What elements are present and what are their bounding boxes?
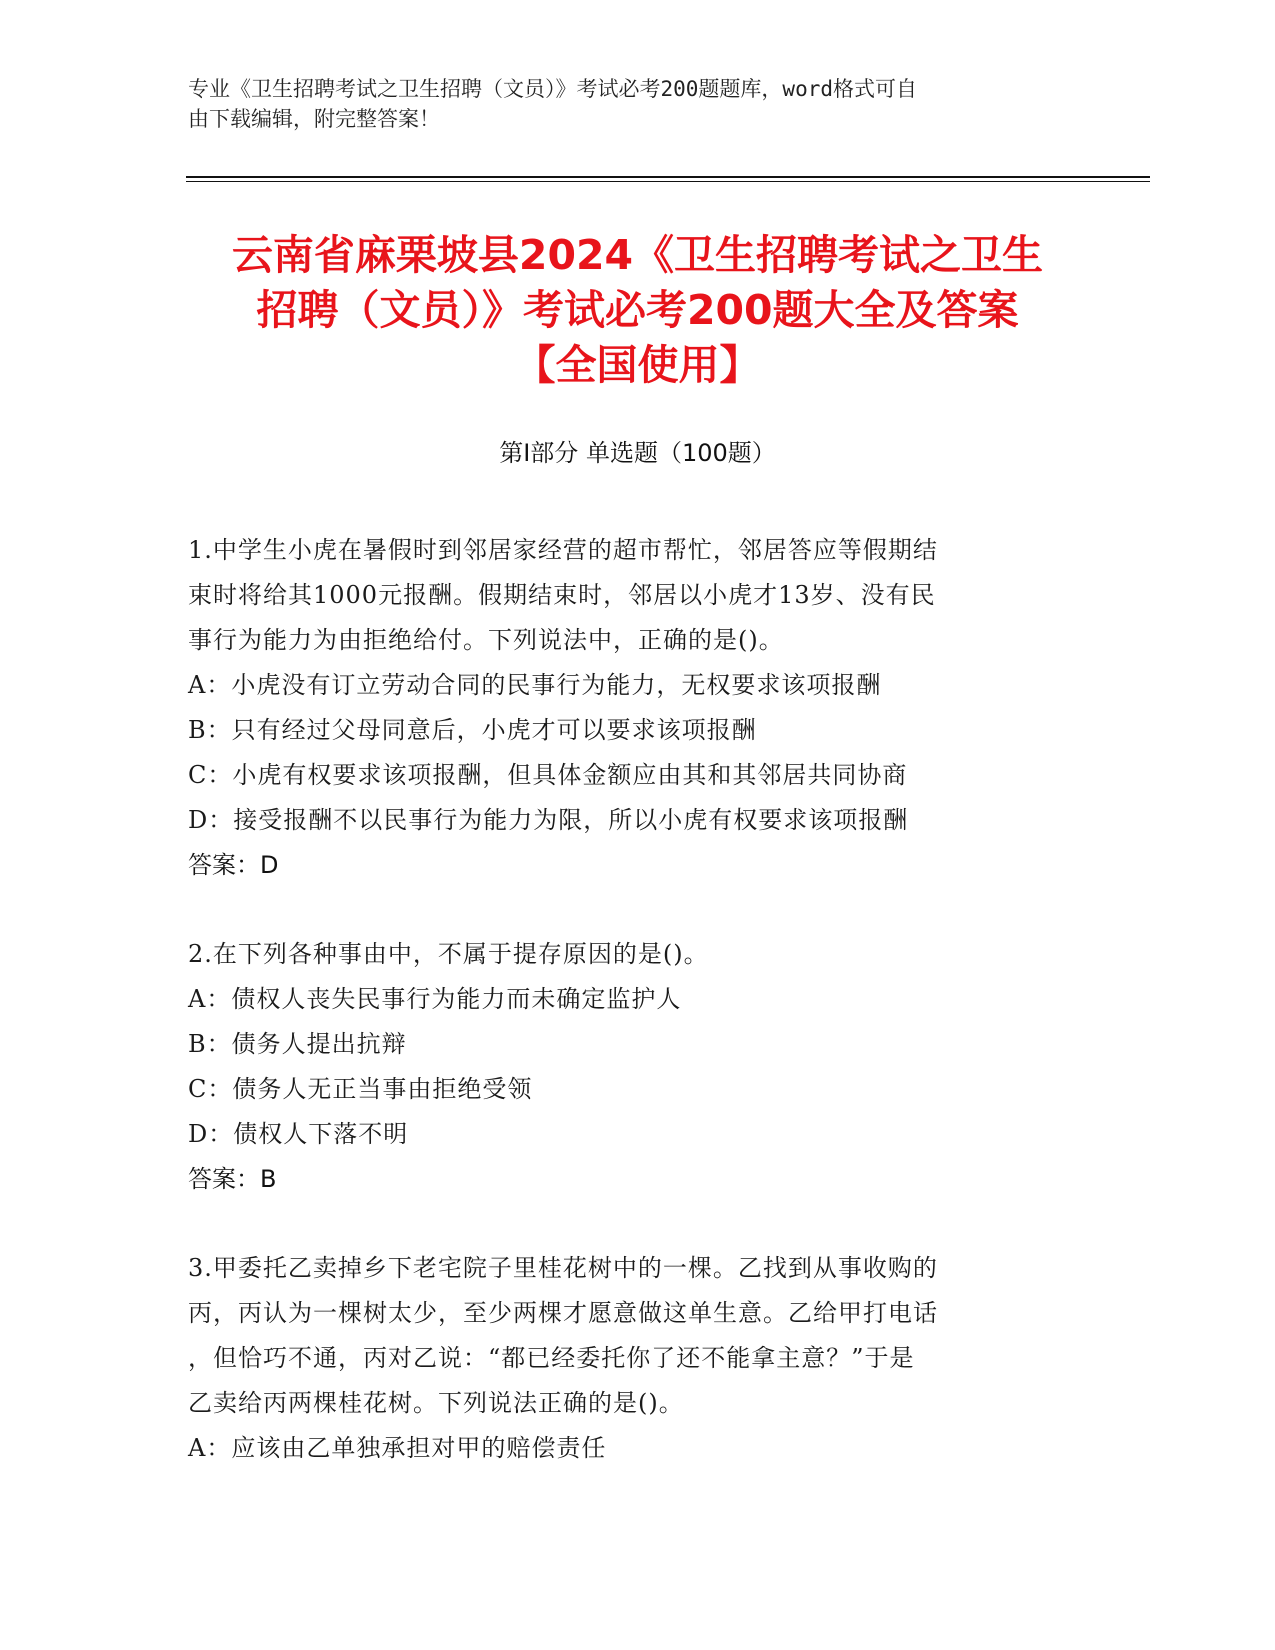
question-1 xyxy=(188,528,1068,888)
question-3 xyxy=(188,1246,1068,1471)
question-stem xyxy=(188,528,1068,663)
header-note xyxy=(188,74,1088,134)
question-stem-line: 丙，丙认为一棵树太少，至少两棵才愿意做这单生意。乙给甲打电话 xyxy=(188,1299,938,1327)
option-d: D：接受报酬不以民事行为能力为限，所以小虎有权要求该项报酬 xyxy=(188,806,909,834)
header-note-line-1: 专业《卫生招聘考试之卫生招聘（文员）》考试必考200题题库，word格式可自 xyxy=(188,77,917,101)
option-c: C：小虎有权要求该项报酬，但具体金额应由其和其邻居共同协商 xyxy=(188,761,908,789)
option-b: B：只有经过父母同意后，小虎才可以要求该项报酬 xyxy=(188,716,757,744)
question-list xyxy=(188,528,1068,1515)
question-stem-line: 2.在下列各种事由中，不属于提存原因的是()。 xyxy=(188,940,709,968)
question-stem-line: 1.中学生小虎在暑假时到邻居家经营的超市帮忙，邻居答应等假期结 xyxy=(188,536,938,564)
question-stem-line: 3.甲委托乙卖掉乡下老宅院子里桂花树中的一棵。乙找到从事收购的 xyxy=(188,1254,938,1282)
header-divider-thick xyxy=(186,176,1150,178)
question-stem-line: 事行为能力为由拒绝给付。下列说法中，正确的是()。 xyxy=(188,626,784,654)
question-stem xyxy=(188,1246,1068,1426)
document-title-line-1: 云南省麻栗坡县2024《卫生招聘考试之卫生 xyxy=(231,231,1044,279)
question-stem-line: 乙卖给丙两棵桂花树。下列说法正确的是()。 xyxy=(188,1389,684,1417)
option-b: B：债务人提出抗辩 xyxy=(188,1030,407,1058)
section-title: 第Ⅰ部分 单选题（100题） xyxy=(499,439,776,467)
header-divider-thin xyxy=(186,181,1150,182)
document-title-line-2: 招聘（文员）》考试必考200题大全及答案 xyxy=(256,286,1019,334)
answer: 答案：D xyxy=(188,851,279,879)
header-note-line-2: 由下载编辑，附完整答案！ xyxy=(188,107,440,131)
question-stem xyxy=(188,932,1068,977)
option-a: A：债权人丧失民事行为能力而未确定监护人 xyxy=(188,985,682,1013)
option-d: D：债权人下落不明 xyxy=(188,1120,409,1148)
answer: 答案：B xyxy=(188,1165,277,1193)
document-title-line-3: 【全国使用】 xyxy=(514,341,761,389)
option-a: A：应该由乙单独承担对甲的赔偿责任 xyxy=(188,1434,607,1462)
option-c: C：债务人无正当事由拒绝受领 xyxy=(188,1075,533,1103)
question-2 xyxy=(188,932,1068,1202)
option-a: A：小虎没有订立劳动合同的民事行为能力，无权要求该项报酬 xyxy=(188,671,882,699)
question-stem-line: 束时将给其1000元报酬。假期结束时，邻居以小虎才13岁、没有民 xyxy=(188,581,936,609)
question-stem-line: ，但恰巧不通，丙对乙说：“都已经委托你了还不能拿主意？”于是 xyxy=(188,1344,915,1372)
document-title xyxy=(150,228,1125,393)
